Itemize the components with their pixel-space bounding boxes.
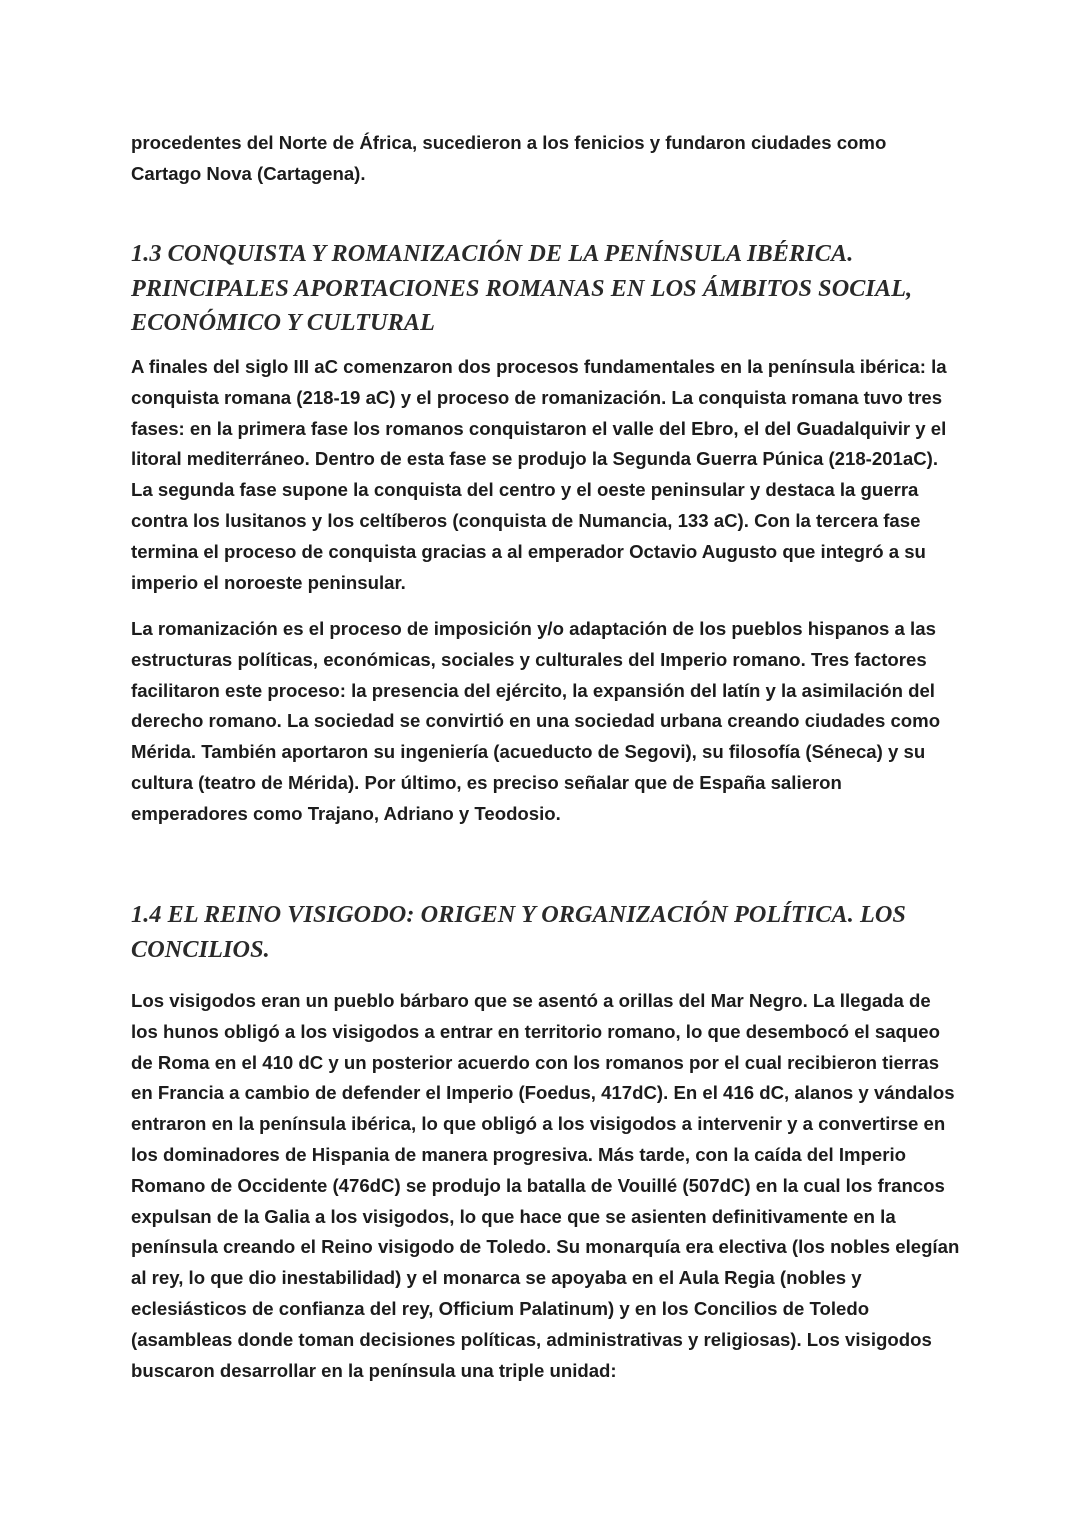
section-1-3-paragraph-romanizacion: La romanización es el proceso de imposición y/o adaptación de los pueblos hispanos a las estructuras políticas, económicas, sociales y culturales del Imperio romano. Tres factores facilitaron este proceso: la presencia del ejército, la expansión del latín y la asimilación del derecho romano. La sociedad se convirtió en una sociedad urbana creando ciudades como Mérida. También aportaron su ingeniería (acueducto de Segovi), su filosofía (Séneca) y su cultura (teatro de Mérida). Por último, es preciso señalar que de España salieron emperadores como Trajano, Adriano y Teodosio.	[131, 618, 941, 824]
section-1-3-heading: 1.3 CONQUISTA Y ROMANIZACIÓN DE LA PENÍNSULA IBÉRICA. PRINCIPALES APORTACIONES ROMANAS EN LOS ÁMBITOS SOCIAL, ECONÓMICO Y CULTURAL	[131, 240, 913, 337]
section-1-4-paragraph-visigodos: Los visigodos eran un pueblo bárbaro que se asentó a orillas del Mar Negro. La llegada de los hunos obligó a los visigodos a entrar en territorio romano, lo que desembocó el saqueo de Roma en el 410 dC y un posterior acuerdo con los romanos por el cual recibieron tierras en Francia a cambio de defender el Imperio (Foedus, 417dC). En el 416 dC, alanos y vándalos entraron en la península ibérica, lo que obligó a los visigodos a intervenir y a convertirse en los dominadores de Hispania de manera progresiva. Más tarde, con la caída del Imperio Romano de Occidente (476dC) se produjo la batalla de Vouillé (507dC) en la cual los francos expulsan de la Galia a los visigodos, lo que hace que se asienten definitivamente en la península creando el Reino visigodo de Toledo. Su monarquía era electiva (los nobles elegían al rey, lo que dio inestabilidad) y el monarca se apoyaba en el Aula Regia (nobles y eclesiásticos de confianza del rey, Officium Palatinum) y en los Concilios de Toledo (asambleas donde toman decisiones políticas, administrativas y religiosas). Los visigodos buscaron desarrollar en la península una triple unidad:	[131, 990, 960, 1381]
section-1-4-heading: 1.4 EL REINO VISIGODO: ORIGEN Y ORGANIZACIÓN POLÍTICA. LOS CONCILIOS.	[131, 901, 906, 963]
section-1-3-paragraph-conquista: A finales del siglo III aC comenzaron dos procesos fundamentales en la península ibérica: la conquista romana (218-19 aC) y el proceso de romanización. La conquista romana tuvo tres fases: en la primera fase los romanos conquistaron el valle del Ebro, el del Guadalquivir y el litoral mediterráneo. Dentro de esta fase se produjo la Segunda Guerra Púnica (218-201aC). La segunda fase supone la conquista del centro y el oeste peninsular y destaca la guerra contra los lusitanos y los celtíberos (conquista de Numancia, 133 aC). Con la tercera fase termina el proceso de conquista gracias a al emperador Octavio Augusto que integró a su imperio el noroeste peninsular.	[131, 356, 947, 593]
intro-paragraph: procedentes del Norte de África, sucedieron a los fenicios y fundaron ciudades como Cartago Nova (Cartagena).	[131, 132, 887, 184]
